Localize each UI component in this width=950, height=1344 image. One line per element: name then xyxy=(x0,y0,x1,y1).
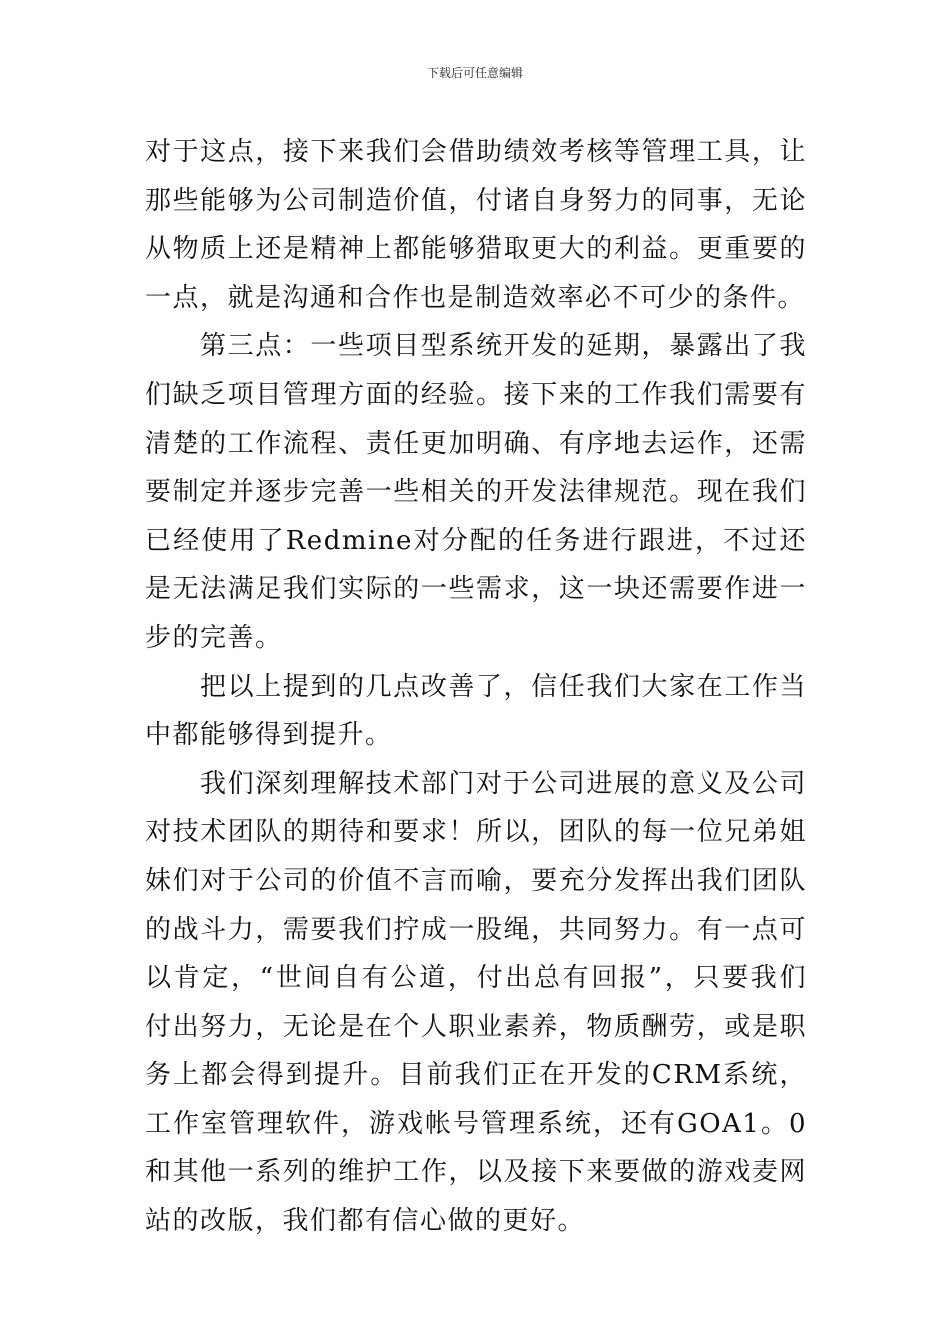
page-header: 下载后可任意编辑 xyxy=(426,66,523,80)
paragraph-team-commitment: 我们深刻理解技术部门对于公司进展的意义及公司对技术团队的期待和要求！所以，团队的每一位兄弟姐妹们对于公司的价值不言而喻，要充分发挥出我们团队的战斗力，需要我们拧成一股绳，共同努力。有一点可以肯定，“世间自有公道，付出总有回报”，只要我们付出努力，无论是在个人职业素养，物质酬劳，或是职务上都会得到提升。目前我们正在开发的CRM系统，工作室管理软件，游戏帐号管理系统，还有GOA1。0和其他一系列的维护工作，以及接下来要做的游戏麦网站的改版，我们都有信心做的更好。 xyxy=(145,768,807,1237)
paragraph-continuation: 对于这点，接下来我们会借助绩效考核等管理工具，让那些能够为公司制造价值，付诸自身努力的同事，无论从物质上还是精神上都能够猎取更大的利益。更重要的一点，就是沟通和合作也是制造效率必不可少的条件。 xyxy=(145,137,807,313)
paragraph-improvement: 把以上提到的几点改善了，信任我们大家在工作当中都能够得到提升。 xyxy=(145,671,807,751)
document-body xyxy=(145,128,807,1246)
paragraph-third-point: 第三点：一些项目型系统开发的延期，暴露出了我们缺乏项目管理方面的经验。接下来的工作我们需要有清楚的工作流程、责任更加明确、有序地去运作，还需要制定并逐步完善一些相关的开发法律规范。现在我们已经使用了Redmine对分配的任务进行跟进，不过还是无法满足我们实际的一些需求，这一块还需要作进一步的完善。 xyxy=(145,331,807,653)
